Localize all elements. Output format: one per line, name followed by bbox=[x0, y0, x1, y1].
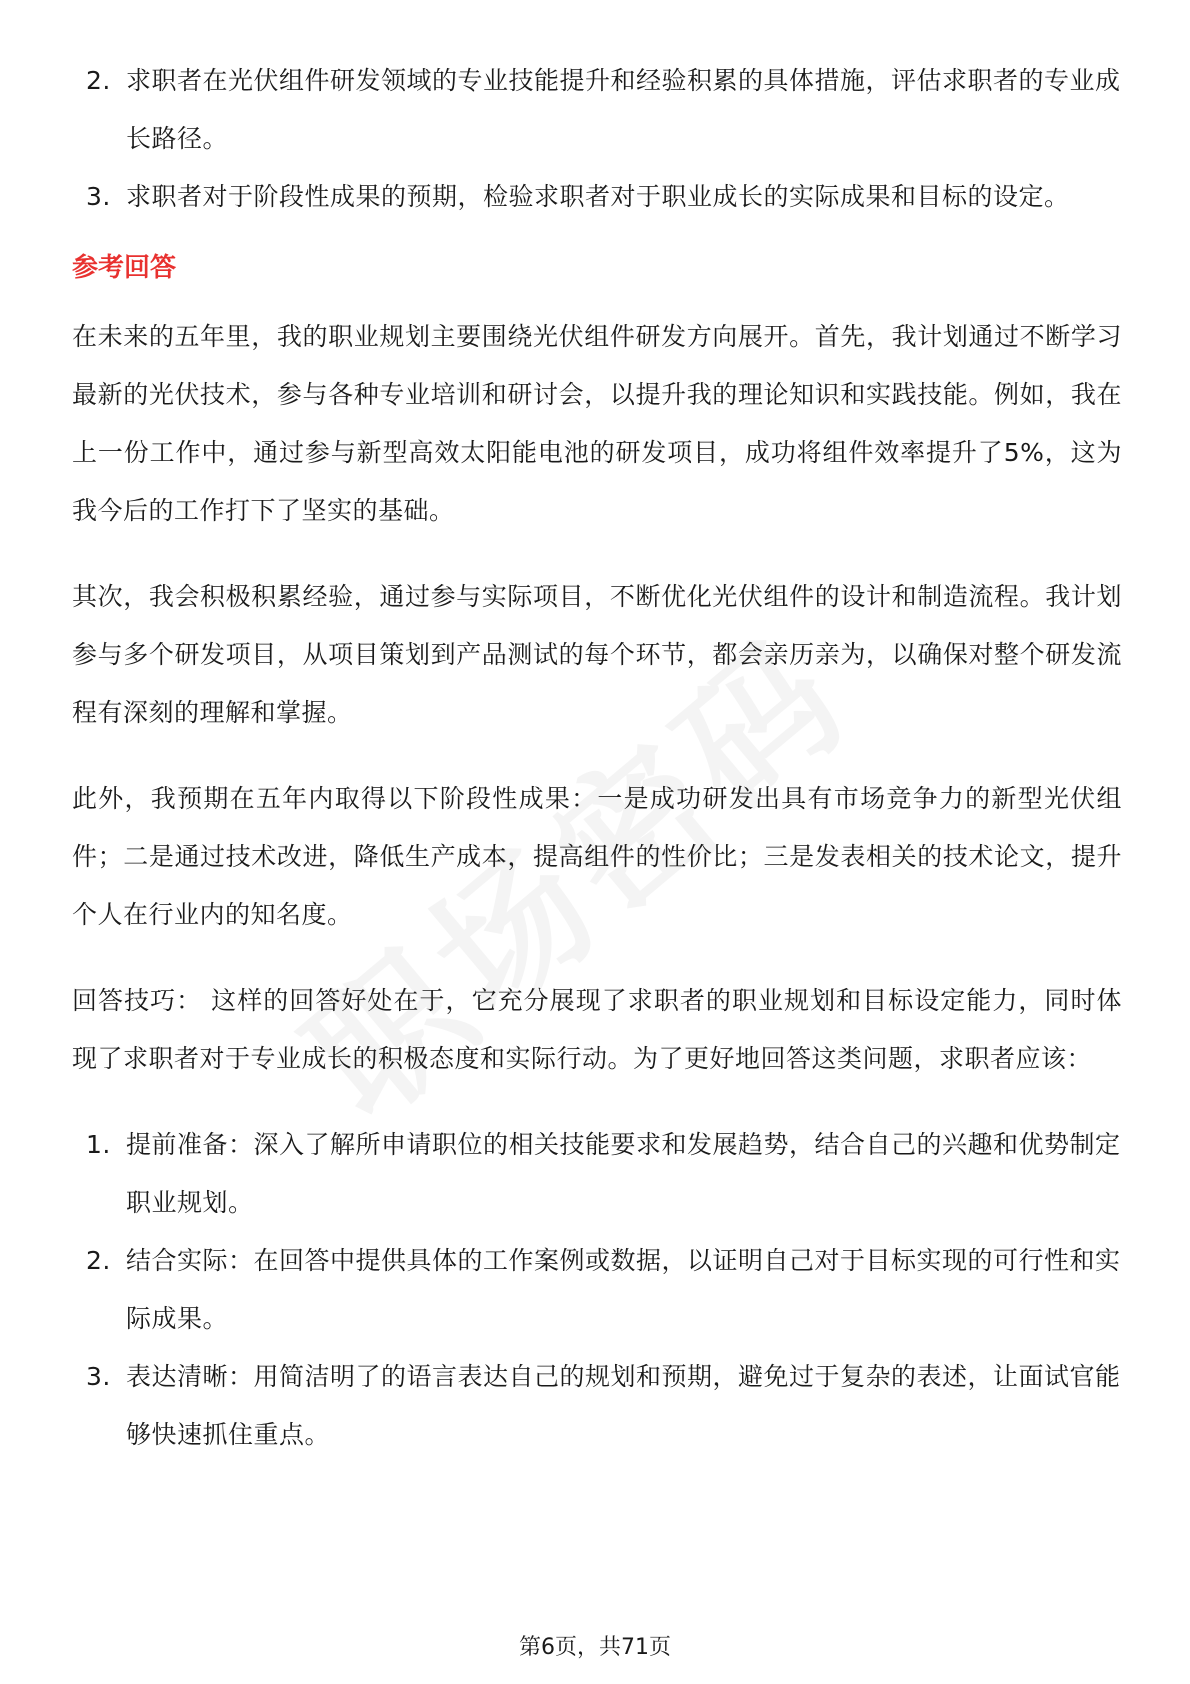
list-number: 2. bbox=[86, 66, 111, 95]
reference-answer-heading: 参考回答 bbox=[72, 253, 177, 283]
answer-paragraph: 其次，我会积极积累经验，通过参与实际项目，不断优化光伏组件的设计和制造流程。我计划参与多个研发项目，从项目策划到产品测试的每个环节，都会亲历亲为，以确保对整个研发流程有深刻的理解和掌握。 bbox=[72, 582, 1122, 727]
answer-paragraph: 此外，我预期在五年内取得以下阶段性成果：一是成功研发出具有市场竞争力的新型光伏组件；二是通过技术改进，降低生产成本，提高组件的性价比；三是发表相关的技术论文，提升个人在行业内的知名度。 bbox=[72, 784, 1122, 929]
list-item-text: 结合实际：在回答中提供具体的工作案例或数据，以证明自己对于目标实现的可行性和实际成果。 bbox=[126, 1246, 1121, 1333]
list-item-text: 求职者对于阶段性成果的预期，检验求职者对于职业成长的实际成果和目标的设定。 bbox=[126, 182, 1070, 211]
intro-list bbox=[72, 52, 1122, 226]
list-number: 1. bbox=[86, 1130, 111, 1159]
list-item bbox=[72, 1348, 1122, 1464]
list-item-text: 求职者在光伏组件研发领域的专业技能提升和经验积累的具体措施，评估求职者的专业成长路径。 bbox=[126, 66, 1121, 153]
document-page bbox=[72, 52, 1122, 1464]
list-number: 3. bbox=[86, 182, 111, 211]
list-number: 3. bbox=[86, 1362, 111, 1391]
list-item bbox=[72, 1116, 1122, 1232]
list-item-text: 表达清晰：用简洁明了的语言表达自己的规划和预期，避免过于复杂的表述，让面试官能够快速抓住重点。 bbox=[126, 1362, 1121, 1449]
answer-tips-paragraph: 回答技巧： 这样的回答好处在于，它充分展现了求职者的职业规划和目标设定能力，同时体现了求职者对于专业成长的积极态度和实际行动。为了更好地回答这类问题，求职者应该： bbox=[72, 986, 1122, 1073]
list-item-text: 提前准备：深入了解所申请职位的相关技能要求和发展趋势，结合自己的兴趣和优势制定职业规划。 bbox=[126, 1130, 1121, 1217]
list-item bbox=[72, 52, 1122, 168]
list-number: 2. bbox=[86, 1246, 111, 1275]
tips-list bbox=[72, 1116, 1122, 1464]
answer-paragraph: 在未来的五年里，我的职业规划主要围绕光伏组件研发方向展开。首先，我计划通过不断学习最新的光伏技术，参与各种专业培训和研讨会，以提升我的理论知识和实践技能。例如，我在上一份工作中，通过参与新型高效太阳能电池的研发项目，成功将组件效率提升了5%，这为我今后的工作打下了坚实的基础。 bbox=[72, 322, 1122, 525]
list-item bbox=[72, 1232, 1122, 1348]
page-footer: 第6页，共71页 bbox=[519, 1635, 671, 1660]
list-item bbox=[72, 168, 1122, 226]
